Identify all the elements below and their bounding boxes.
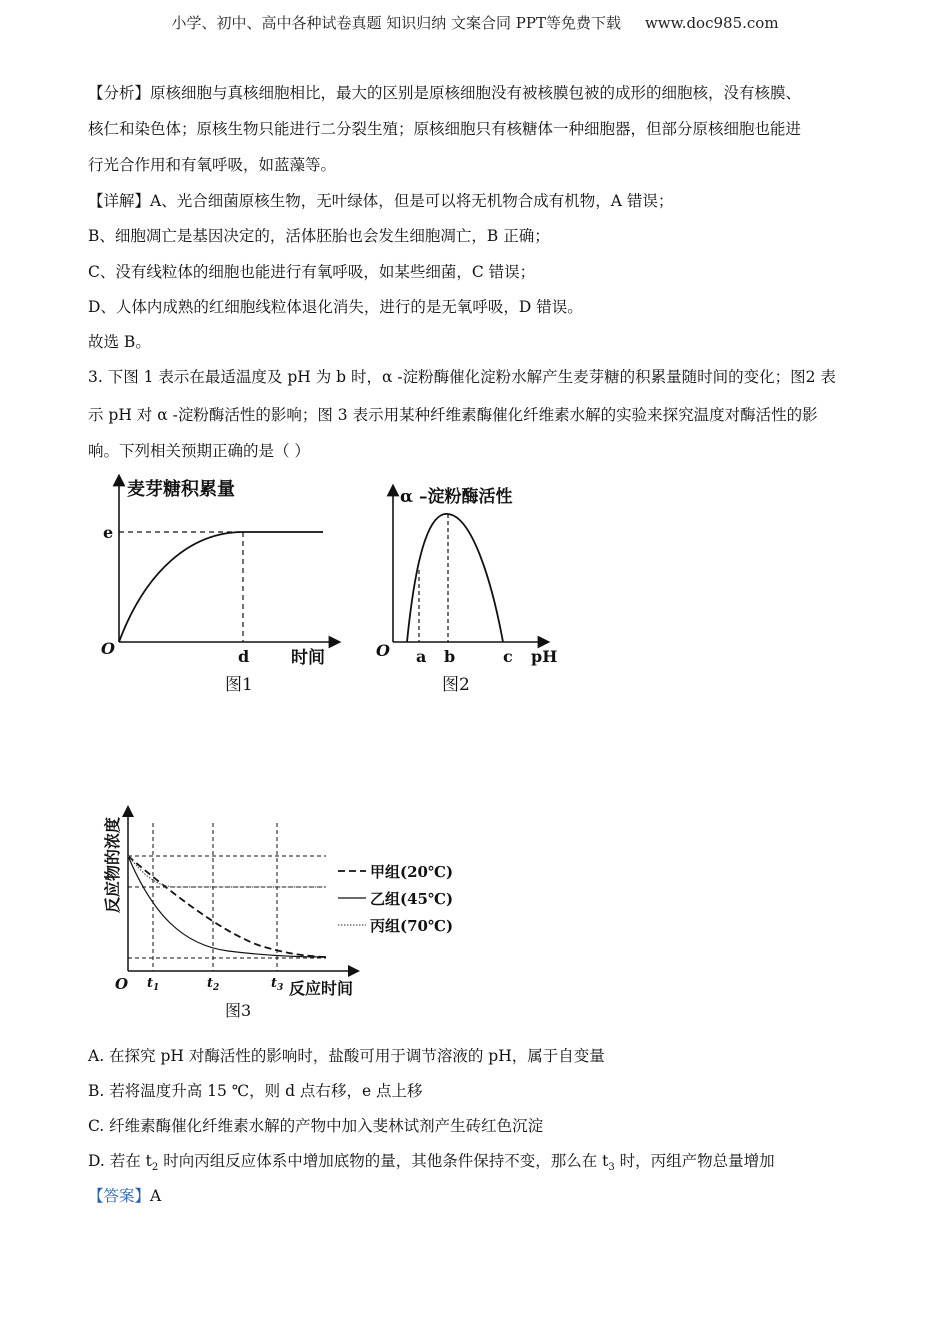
fig3-t2-label: $t_2$	[207, 976, 220, 993]
fig1-d-label: d	[238, 647, 250, 666]
answer-value: A	[150, 1187, 162, 1205]
fig2-origin: O	[376, 641, 390, 660]
fig1-ylabel: 麦芽糖积累量	[127, 479, 235, 500]
option-a: A. 在探究 pH 对酶活性的影响时，盐酸可用于调节溶液的 pH，属于自变量	[88, 1047, 605, 1065]
fig3-t1-label: $t_1$	[147, 976, 160, 993]
detail-line-b: B、细胞凋亡是基因决定的，活体胚胎也会发生细胞凋亡，B 正确；	[88, 227, 550, 245]
detail-tag: 【详解】	[88, 192, 151, 210]
fig1-curve	[119, 532, 323, 642]
header-text: 小学、初中、高中各种试卷真题 知识归纳 文案合同 PPT等免费下载	[171, 14, 621, 32]
fig3-origin: O	[115, 975, 129, 993]
fig3-t3-label: $t_3$	[271, 976, 284, 993]
fig2-c-label: c	[503, 647, 513, 666]
header-site-link[interactable]: www.doc985.com	[644, 14, 779, 32]
fig3-xlabel: 反应时间	[289, 979, 354, 998]
page-header	[0, 12, 950, 33]
fig2-xlabel: pH	[531, 647, 558, 666]
figure-3	[98, 805, 468, 1023]
figure-1	[95, 472, 355, 702]
legend-bing: 丙组(70℃)	[370, 917, 454, 935]
detail-line-c: C、没有线粒体的细胞也能进行有氧呼吸，如某些细菌，C 错误；	[88, 263, 536, 281]
analysis-line-3: 行光合作用和有氧呼吸，如蓝藻等。	[88, 156, 337, 174]
option-c: C. 纤维素酶催化纤维素水解的产物中加入斐林试剂产生砖红色沉淀	[88, 1117, 544, 1135]
analysis-line-1	[88, 83, 801, 103]
fig2-curve	[407, 514, 503, 642]
detail-line-d: D、人体内成熟的红细胞线粒体退化消失，进行的是无氧呼吸，D 错误。	[88, 298, 583, 316]
fig1-origin: O	[101, 639, 115, 658]
option-b: B. 若将温度升高 15 ℃，则 d 点右移，e 点上移	[88, 1082, 423, 1100]
answer-line	[88, 1186, 161, 1206]
fig2-ylabel: α –淀粉酶活性	[400, 487, 513, 507]
fig1-e-label: e	[103, 523, 114, 542]
fig3-curve-jia	[128, 856, 326, 957]
question-line-2: 示 pH 对 α -淀粉酶活性的影响；图 3 表示用某种纤维素酶催化纤维素水解的实验来探究温度对酶活性的影	[88, 406, 818, 424]
fig3-caption: 图3	[225, 1001, 252, 1020]
figure-2	[372, 482, 572, 702]
fig1-caption: 图1	[225, 675, 253, 695]
fig1-xlabel: 时间	[291, 648, 325, 668]
legend-jia: 甲组(20℃)	[370, 863, 454, 881]
detail-line-a	[88, 191, 673, 211]
fig3-ylabel: 反应物的浓度	[103, 816, 122, 913]
fig3-curve-yi	[128, 856, 326, 957]
fig3-curve-bing	[128, 856, 326, 887]
fig2-b-label: b	[444, 647, 456, 666]
detail-text-a: A、光合细菌原核生物，无叶绿体，但是可以将无机物合成有机物，A 错误；	[150, 192, 674, 210]
option-d: D. 若在 $t_2$ 时向丙组反应体系中增加底物的量，其他条件保持不变，那么在 $t_3$ 时，丙组产物总量增加	[88, 1152, 775, 1174]
question-line-1: 3. 下图 1 表示在最适温度及 pH 为 b 时，α -淀粉酶催化淀粉水解产生麦芽糖的积累量随时间的变化；图2 表	[88, 368, 836, 386]
question-line-3: 响。下列相关预期正确的是（ ）	[88, 442, 310, 460]
detail-conclusion: 故选 B。	[88, 333, 151, 351]
analysis-tag: 【分析】	[88, 84, 151, 102]
fig2-a-label: a	[416, 647, 427, 666]
legend-yi: 乙组(45℃)	[370, 890, 454, 908]
answer-tag: 【答案】	[88, 1187, 151, 1205]
analysis-text-1: 原核细胞与真核细胞相比，最大的区别是原核细胞没有被核膜包被的成形的细胞核，没有核膜、	[150, 84, 802, 102]
analysis-line-2: 核仁和染色体；原核生物只能进行二分裂生殖；原核细胞只有核糖体一种细胞器，但部分原核细胞也能进	[88, 120, 802, 138]
fig2-caption: 图2	[442, 675, 470, 695]
